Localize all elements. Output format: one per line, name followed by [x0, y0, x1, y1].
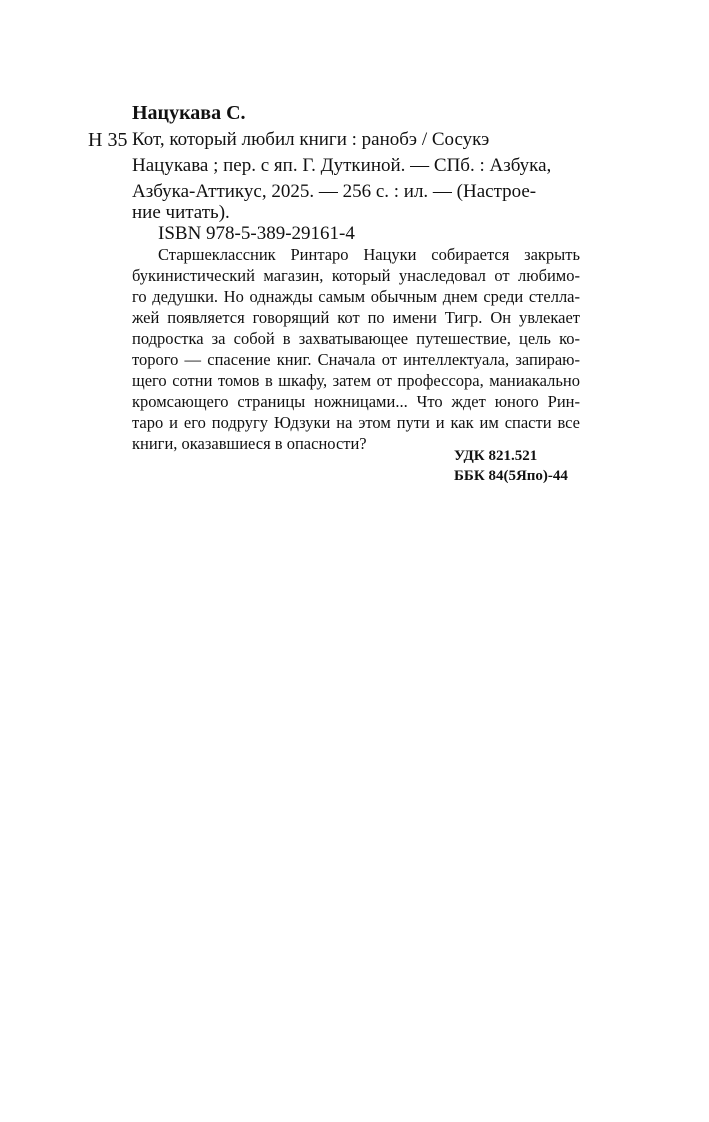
description-line: ние читать). [132, 202, 230, 223]
isbn: ISBN 978-5-389-29161-4 [158, 223, 355, 244]
description-line: Кот, который любил книги : ранобэ / Сосукэ [132, 129, 490, 150]
bbk-classification: ББК 84(5Япо)-44 [454, 468, 568, 484]
annotation-line: букинистический магазин, который унаследовал от любимо- [132, 266, 580, 285]
annotation-line: кромсающего страницы ножницами... Что ждет юного Рин- [132, 392, 580, 411]
annotation-line: го дедушки. Но однажды самым обычным днем среди стелла- [132, 287, 580, 306]
annotation-line: таро и его подругу Юдзуки на этом пути и как им спасти все [132, 413, 580, 432]
udk-classification: УДК 821.521 [454, 448, 538, 464]
annotation-line: Старшеклассник Ринтаро Нацуки собирается закрыть [158, 245, 580, 264]
annotation-line: книги, оказавшиеся в опасности? [132, 434, 367, 453]
author-mark-code: Н 35 [88, 129, 128, 151]
author-name: Нацукава С. [132, 102, 246, 124]
description-line: Азбука-Аттикус, 2025. — 256 с. : ил. — (Настрое- [132, 181, 537, 202]
annotation-line: жей появляется говорящий кот по имени Тигр. Он увлекает [132, 308, 580, 327]
description-line: Нацукава ; пер. с яп. Г. Дуткиной. — СПб. : Азбука, [132, 155, 552, 176]
annotation-line: подростка за собой в захватывающее путешествие, цель ко- [132, 329, 580, 348]
annotation-line: торого — спасение книг. Сначала от интеллектуала, запираю- [132, 350, 580, 369]
annotation-line: щего сотни томов в шкафу, затем от профессора, маниакально [132, 371, 580, 390]
